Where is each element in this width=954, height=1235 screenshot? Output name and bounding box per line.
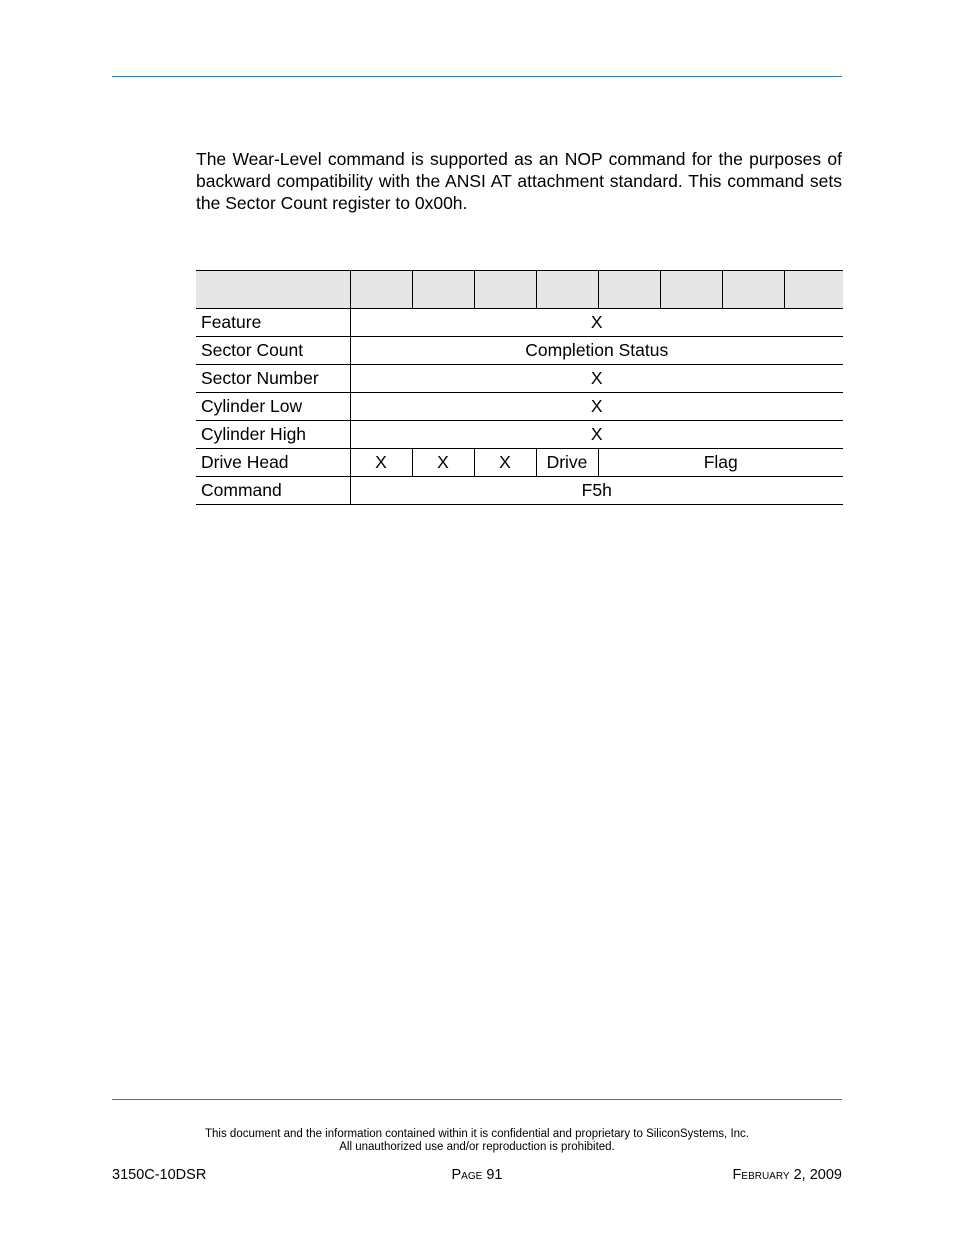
header-rule [112,76,842,77]
row-label: Command [196,477,350,505]
page-value: 91 [486,1167,503,1183]
row-value: X [350,309,843,337]
table-row [196,393,843,421]
table-row [196,421,843,449]
document-number: 3150C-10DSR [112,1167,207,1183]
table-row [196,309,843,337]
header-cell [598,271,660,309]
header-cell [412,271,474,309]
row-label: Sector Number [196,365,350,393]
register-table [196,270,843,505]
notice-line: All unauthorized use and/or reproduction is prohibited. [339,1141,615,1153]
row-label: Drive Head [196,449,350,477]
description-paragraph: The Wear-Level command is supported as an NOP command for the purposes of backward compatibility with the ANSI AT attachment standard. This command sets the Sector Count register to 0x00h. [196,149,842,213]
header-cell [350,271,412,309]
row-label: Cylinder Low [196,393,350,421]
row-value: X [350,365,843,393]
document-date [733,1167,842,1183]
date-rest: 2, 2009 [793,1167,842,1183]
row-label: Cylinder High [196,421,350,449]
table-row [196,365,843,393]
header-cell [722,271,784,309]
date-month: February [732,1167,790,1183]
header-cell [474,271,536,309]
page-label: Page [451,1167,483,1183]
table-row [196,449,843,477]
header-cell [536,271,598,309]
header-cell [784,271,843,309]
bit-cell: Drive [536,449,598,477]
row-value: X [350,421,843,449]
row-label: Feature [196,309,350,337]
bit-cell: X [350,449,412,477]
notice-line: This document and the information contained within it is confidential and proprietary to SiliconSystems, Inc. [205,1128,749,1140]
header-cell [660,271,722,309]
bit-cell: X [412,449,474,477]
confidentiality-notice [112,1128,842,1154]
flag-cell: Flag [598,449,843,477]
table-header-row [196,271,843,309]
table-row [196,477,843,505]
footer-rule [112,1099,842,1100]
row-label: Sector Count [196,337,350,365]
table-row [196,337,843,365]
row-value: X [350,393,843,421]
row-value: F5h [350,477,843,505]
row-value: Completion Status [350,337,843,365]
bit-cell: X [474,449,536,477]
header-cell [196,271,350,309]
